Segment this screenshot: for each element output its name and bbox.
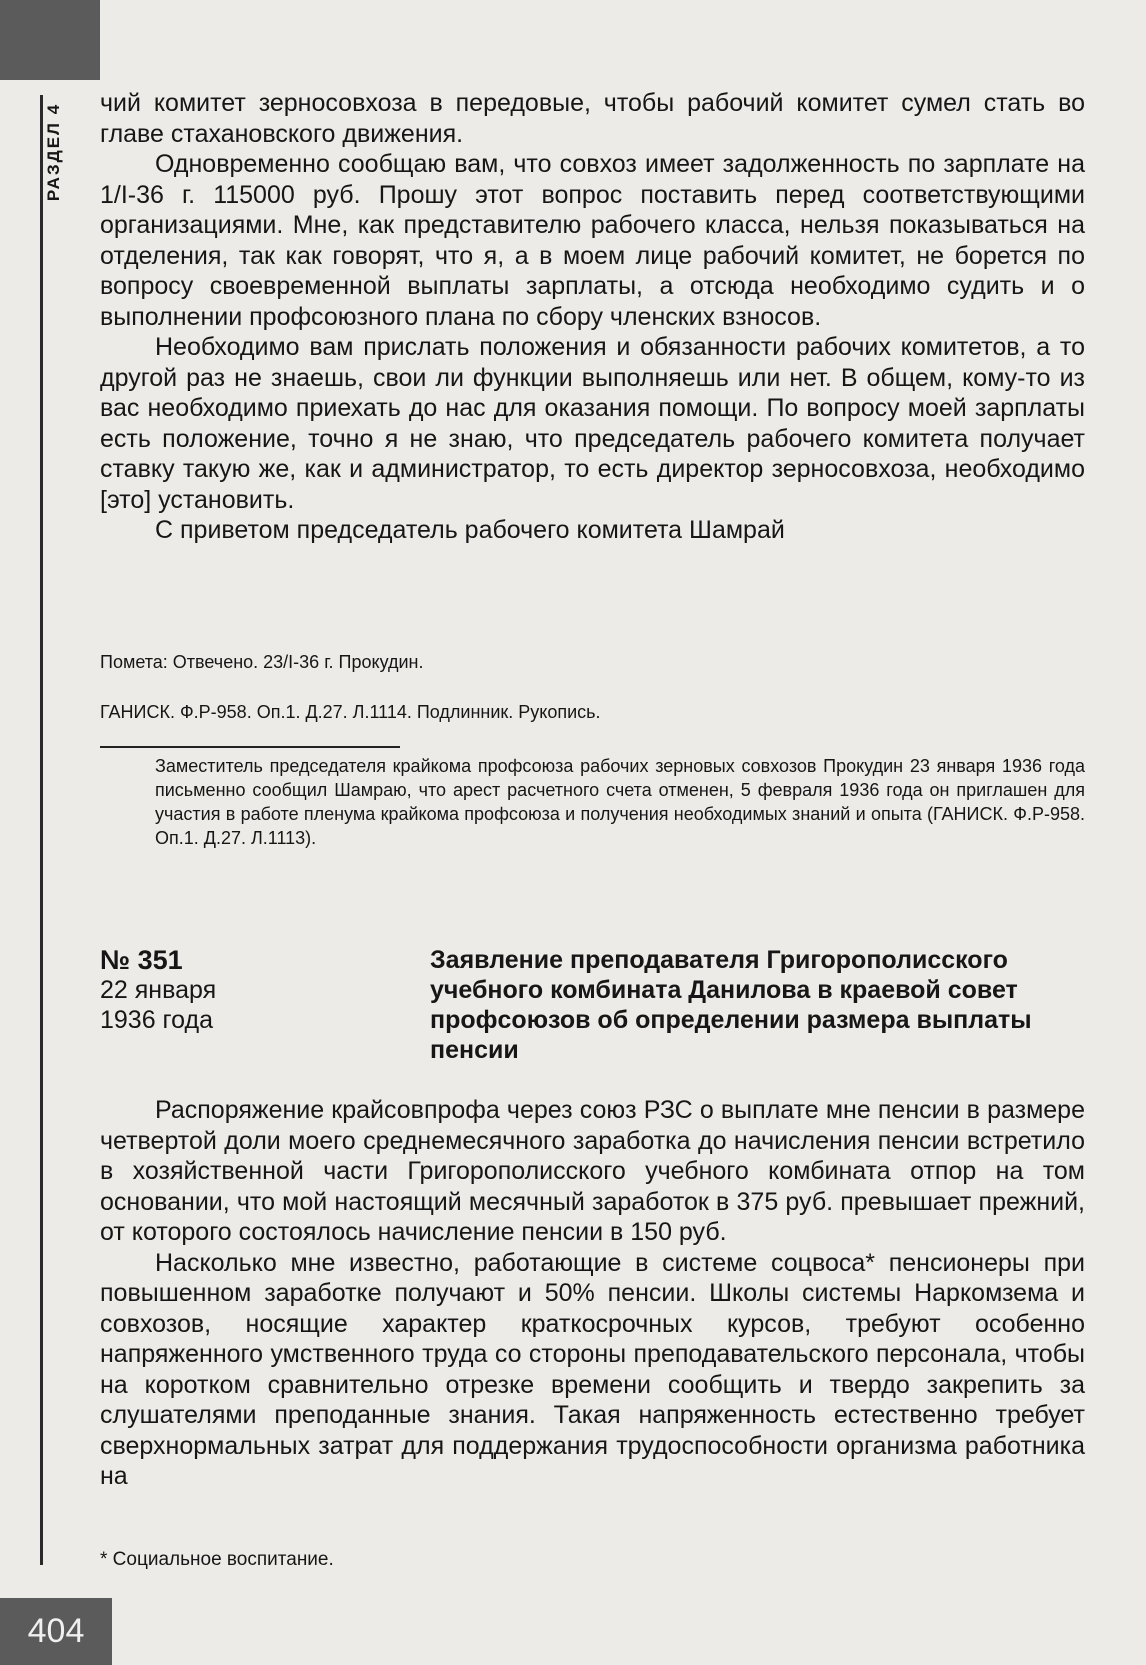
document-body [100,1095,1085,1492]
document-date-line-2: 1936 года [100,1006,213,1034]
editorial-comment: Заместитель председателя крайкома профсоюза рабочих зерновых совхозов Прокудин 23 января 1936 года письменно сообщил Шамраю, что арест расчетного счета отменен, 5 февраля 1936 года он приглашен для участия в работе пленума крайкома профсоюза и получения необходимых знаний и опыта (ГАНИСК. Ф.Р-958. Оп.1. Д.27. Л.1113). [155,756,1085,848]
document-title: Заявление преподавателя Григорополисского учебного комбината Данилова в краевой совет профсоюзов об определении размера выплаты пенсии [430,946,1032,1064]
archival-notes [100,650,1085,850]
page-number: 404 [0,1598,112,1665]
document-number: № 351 [100,945,183,975]
letter-paragraph-1: чий комитет зерносовхоза в передовые, чтобы рабочий комитет сумел стать во главе стахановского движения. [100,89,1085,148]
letter-paragraph-2: Одновременно сообщаю вам, что совхоз имеет задолженность по зарплате на 1/I-36 г. 115000 руб. Прошу этот вопрос поставить перед соответствующими организациями. Мне, как представителю рабочего класса, нельзя показываться на отделения, так как говорят, что я, а в моем лице рабочий комитет, не борется по вопросу своевременной выплаты зарплаты, а отсюда необходимо судить и о выполнении профсоюзного плана по сбору членских взносов. [100,150,1085,331]
document-meta [100,945,400,1035]
note-divider [100,746,400,748]
letter-continuation [100,88,1085,546]
top-corner-tab [0,0,100,80]
footnote: * Социальное воспитание. [100,1549,334,1570]
section-label-text: РАЗДЕЛ 4 [44,102,64,202]
document-paragraph-1: Распоряжение крайсовпрофа через союз РЗС о выплате мне пенсии в размере четвертой доли моего среднемесячного заработка до начисления пенсии встретило в хозяйственной части Григорополисского учебного комбината отпор на том основании, что мой настоящий месячный заработок в 375 руб. превышает прежний, от которого состоялось начисление пенсии в 150 руб. [100,1096,1085,1246]
document-paragraph-2: Насколько мне известно, работающие в системе соцвоса* пенсионеры при повышенном заработке получают и 50% пенсии. Школы системы Наркомзема и совхозов, носящие характер краткосрочных курсов, требуют особенно напряженного умственного труда со стороны преподавательского персонала, чтобы на коротком сравнительно отрезке времени сообщить и твердо закрепить за слушателями преподанные знания. Такая напряженность естественно требует сверхнормальных затрат для поддержания трудоспособности организма работника на [100,1248,1085,1490]
letter-signature: С приветом председатель рабочего комитета Шамрай [155,516,785,544]
document-heading [100,945,1085,1065]
archive-reference: ГАНИСК. Ф.Р-958. Оп.1. Д.27. Л.1114. Подлинник. Рукопись. [100,702,601,722]
letter-paragraph-3: Необходимо вам прислать положения и обязанности рабочих комитетов, а то другой раз не знаешь, свои ли функции выполняешь или нет. В общем, кому-то из вас необходимо приехать до нас для оказания помощи. По вопросу моей зарплаты есть положение, точно я не знаю, что председатель рабочего комитета получает ставку такую же, как и администратор, то есть директор зерносовхоза, необходимо [это] установить. [100,333,1085,514]
section-label [36,92,72,212]
left-margin-rule [0,95,43,1565]
pometa-note: Помета: Отвечено. 23/I-36 г. Прокудин. [100,652,424,672]
document-date-line-1: 22 января [100,976,217,1004]
